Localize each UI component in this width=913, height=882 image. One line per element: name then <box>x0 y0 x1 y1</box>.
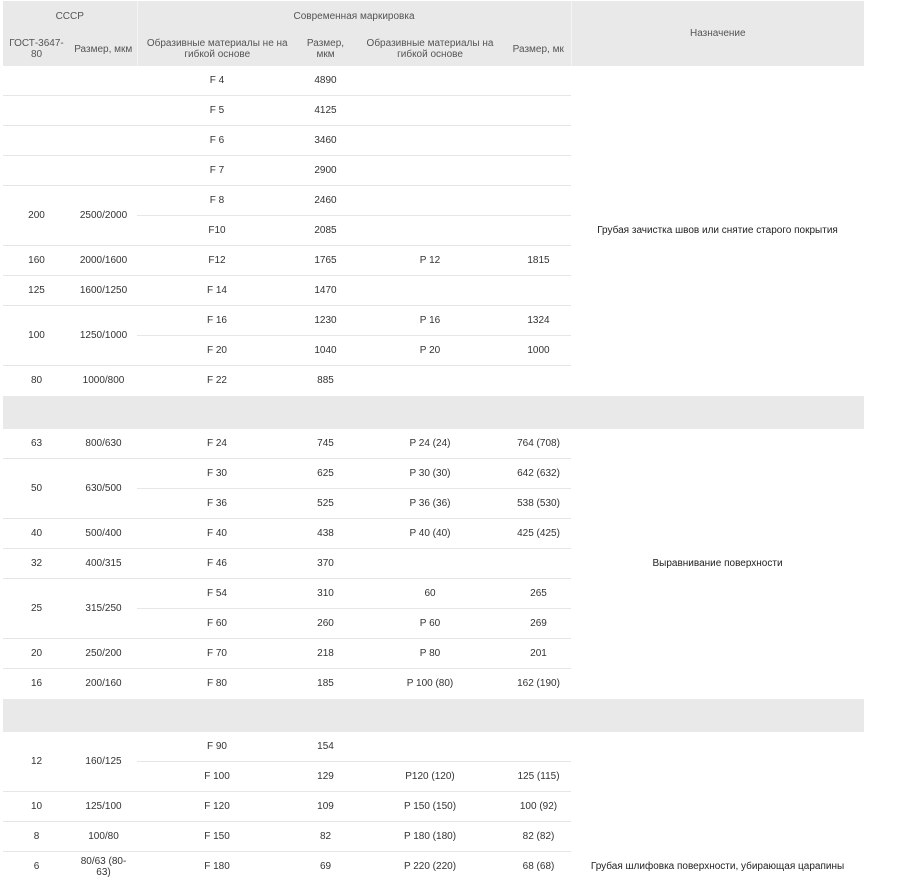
abrasive-grit-table <box>3 1 864 882</box>
cell-f-grade: F 6 <box>137 126 297 156</box>
cell-f-size: 4890 <box>297 66 354 96</box>
cell-f-grade: F 120 <box>137 792 297 822</box>
cell-f-size: 625 <box>297 459 354 489</box>
cell-f-grade: F 7 <box>137 156 297 186</box>
cell-p-size <box>506 216 571 246</box>
cell-gost: 100 <box>3 306 70 366</box>
cell-f-size: 260 <box>297 609 354 639</box>
cell-size: 200/160 <box>70 669 137 699</box>
cell-f-grade: F 20 <box>137 336 297 366</box>
cell-p-grade <box>354 549 506 579</box>
cell-p-grade <box>354 96 506 126</box>
cell-gost <box>3 156 70 186</box>
cell-f-size: 438 <box>297 519 354 549</box>
cell-p-grade: P120 (120) <box>354 762 506 792</box>
cell-f-size: 2460 <box>297 186 354 216</box>
header-size-mk: Размер, мк <box>506 32 571 66</box>
cell-p-size: 269 <box>506 609 571 639</box>
cell-f-grade: F 24 <box>137 429 297 459</box>
cell-f-grade: F 36 <box>137 489 297 519</box>
cell-p-grade: 60 <box>354 579 506 609</box>
cell-f-grade: F 22 <box>137 366 297 396</box>
cell-p-grade: P 220 (220) <box>354 852 506 882</box>
cell-p-grade: P 180 (180) <box>354 822 506 852</box>
cell-gost <box>3 96 70 126</box>
cell-size: 1600/1250 <box>70 276 137 306</box>
cell-p-size: 538 (530) <box>506 489 571 519</box>
cell-f-size: 1040 <box>297 336 354 366</box>
cell-f-size: 2085 <box>297 216 354 246</box>
table-row <box>3 66 864 96</box>
cell-p-size: 100 (92) <box>506 792 571 822</box>
purpose-cell: Грубая зачистка швов или снятие старого покрытия <box>597 225 838 237</box>
cell-size: 500/400 <box>70 519 137 549</box>
cell-size: 2500/2000 <box>70 186 137 246</box>
cell-gost: 20 <box>3 639 70 669</box>
cell-f-size: 69 <box>297 852 354 882</box>
cell-size <box>70 96 137 126</box>
cell-size: 100/80 <box>70 822 137 852</box>
cell-f-size: 1765 <box>297 246 354 276</box>
cell-f-size: 82 <box>297 822 354 852</box>
cell-f-grade: F 16 <box>137 306 297 336</box>
purpose-cell: Выравнивание поверхности <box>652 558 783 570</box>
cell-p-grade: P 40 (40) <box>354 519 506 549</box>
cell-p-grade: P 16 <box>354 306 506 336</box>
cell-p-grade: P 24 (24) <box>354 429 506 459</box>
cell-f-size: 154 <box>297 732 354 762</box>
cell-size <box>70 66 137 96</box>
cell-size <box>70 156 137 186</box>
cell-p-size <box>506 66 571 96</box>
cell-f-grade: F 180 <box>137 852 297 882</box>
cell-f-grade: F 14 <box>137 276 297 306</box>
cell-gost: 50 <box>3 459 70 519</box>
cell-gost: 6 <box>3 852 70 882</box>
cell-p-size <box>506 732 571 762</box>
cell-gost: 200 <box>3 186 70 246</box>
cell-p-size <box>506 96 571 126</box>
cell-f-size: 745 <box>297 429 354 459</box>
cell-gost: 10 <box>3 792 70 822</box>
cell-f-grade: F 8 <box>137 186 297 216</box>
cell-gost <box>3 126 70 156</box>
cell-p-grade: P 100 (80) <box>354 669 506 699</box>
cell-p-grade <box>354 126 506 156</box>
cell-p-size: 1815 <box>506 246 571 276</box>
cell-gost: 32 <box>3 549 70 579</box>
cell-gost: 25 <box>3 579 70 639</box>
cell-p-size: 642 (632) <box>506 459 571 489</box>
cell-size: 400/315 <box>70 549 137 579</box>
cell-size: 315/250 <box>70 579 137 639</box>
cell-gost: 125 <box>3 276 70 306</box>
cell-gost: 160 <box>3 246 70 276</box>
header-size-mkm: Размер, мкм <box>70 32 137 66</box>
cell-gost: 12 <box>3 732 70 792</box>
cell-size: 800/630 <box>70 429 137 459</box>
cell-p-size: 1324 <box>506 306 571 336</box>
cell-f-size: 129 <box>297 762 354 792</box>
cell-f-size: 109 <box>297 792 354 822</box>
cell-f-size: 1470 <box>297 276 354 306</box>
cell-p-size <box>506 156 571 186</box>
cell-size: 80/63 (80-63) <box>70 852 137 882</box>
cell-p-grade <box>354 66 506 96</box>
header-modern-marking: Современная маркировка <box>137 1 571 32</box>
cell-p-size: 68 (68) <box>506 852 571 882</box>
section-divider <box>3 396 864 430</box>
cell-p-size: 764 (708) <box>506 429 571 459</box>
cell-f-grade: F 46 <box>137 549 297 579</box>
cell-p-size <box>506 126 571 156</box>
cell-p-size: 425 (425) <box>506 519 571 549</box>
cell-p-size: 125 (115) <box>506 762 571 792</box>
section-divider <box>3 699 864 733</box>
cell-f-size: 3460 <box>297 126 354 156</box>
cell-f-size: 185 <box>297 669 354 699</box>
cell-p-grade: P 20 <box>354 336 506 366</box>
cell-p-size <box>506 366 571 396</box>
table-row <box>3 429 864 459</box>
cell-f-grade: F 54 <box>137 579 297 609</box>
header-gost: ГОСТ-3647-80 <box>3 32 70 66</box>
header-size-mkm-modern: Размер, мкм <box>297 32 354 66</box>
cell-f-grade: F 90 <box>137 732 297 762</box>
cell-size <box>70 126 137 156</box>
cell-size: 1250/1000 <box>70 306 137 366</box>
cell-gost: 16 <box>3 669 70 699</box>
cell-f-grade: F 150 <box>137 822 297 852</box>
cell-p-grade: P 36 (36) <box>354 489 506 519</box>
cell-f-grade: F 40 <box>137 519 297 549</box>
table-row <box>3 852 864 882</box>
cell-f-grade: F10 <box>137 216 297 246</box>
cell-f-size: 4125 <box>297 96 354 126</box>
cell-f-size: 525 <box>297 489 354 519</box>
cell-f-size: 1230 <box>297 306 354 336</box>
cell-p-size: 265 <box>506 579 571 609</box>
cell-p-grade: P 30 (30) <box>354 459 506 489</box>
cell-f-size: 218 <box>297 639 354 669</box>
cell-f-grade: F 70 <box>137 639 297 669</box>
cell-f-grade: F 100 <box>137 762 297 792</box>
cell-p-size: 1000 <box>506 336 571 366</box>
cell-p-grade: P 12 <box>354 246 506 276</box>
cell-p-grade <box>354 732 506 762</box>
cell-p-grade <box>354 156 506 186</box>
cell-p-size: 162 (190) <box>506 669 571 699</box>
cell-f-size: 310 <box>297 579 354 609</box>
cell-p-grade: P 80 <box>354 639 506 669</box>
table-row <box>3 732 864 762</box>
cell-size: 630/500 <box>70 459 137 519</box>
cell-p-size <box>506 186 571 216</box>
cell-size: 125/100 <box>70 792 137 822</box>
cell-p-grade: P 60 <box>354 609 506 639</box>
cell-size: 250/200 <box>70 639 137 669</box>
cell-p-size: 201 <box>506 639 571 669</box>
cell-f-grade: F 80 <box>137 669 297 699</box>
cell-p-size <box>506 549 571 579</box>
cell-gost: 8 <box>3 822 70 852</box>
cell-f-grade: F 4 <box>137 66 297 96</box>
header-nonflexible-abrasives: Образивные материалы не на гибкой основе <box>137 32 297 66</box>
header-purpose: Назначение <box>571 1 864 66</box>
cell-gost: 80 <box>3 366 70 396</box>
cell-size: 1000/800 <box>70 366 137 396</box>
cell-p-grade <box>354 276 506 306</box>
cell-size: 160/125 <box>70 732 137 792</box>
purpose-cell-empty <box>571 732 864 852</box>
cell-gost <box>3 66 70 96</box>
cell-f-grade: F 5 <box>137 96 297 126</box>
cell-f-size: 885 <box>297 366 354 396</box>
cell-f-grade: F12 <box>137 246 297 276</box>
cell-p-grade <box>354 216 506 246</box>
header-ussr: СССР <box>3 1 137 32</box>
cell-p-grade: P 150 (150) <box>354 792 506 822</box>
cell-p-size: 82 (82) <box>506 822 571 852</box>
cell-f-grade: F 60 <box>137 609 297 639</box>
cell-p-size <box>506 276 571 306</box>
cell-p-grade <box>354 186 506 216</box>
cell-p-grade <box>354 366 506 396</box>
header-flexible-abrasives: Образивные материалы на гибкой основе <box>354 32 506 66</box>
cell-f-grade: F 30 <box>137 459 297 489</box>
purpose-cell: Грубая шлифовка поверхности, убирающая царапины <box>590 861 845 872</box>
cell-size: 2000/1600 <box>70 246 137 276</box>
cell-f-size: 370 <box>297 549 354 579</box>
cell-f-size: 2900 <box>297 156 354 186</box>
cell-gost: 40 <box>3 519 70 549</box>
cell-gost: 63 <box>3 429 70 459</box>
